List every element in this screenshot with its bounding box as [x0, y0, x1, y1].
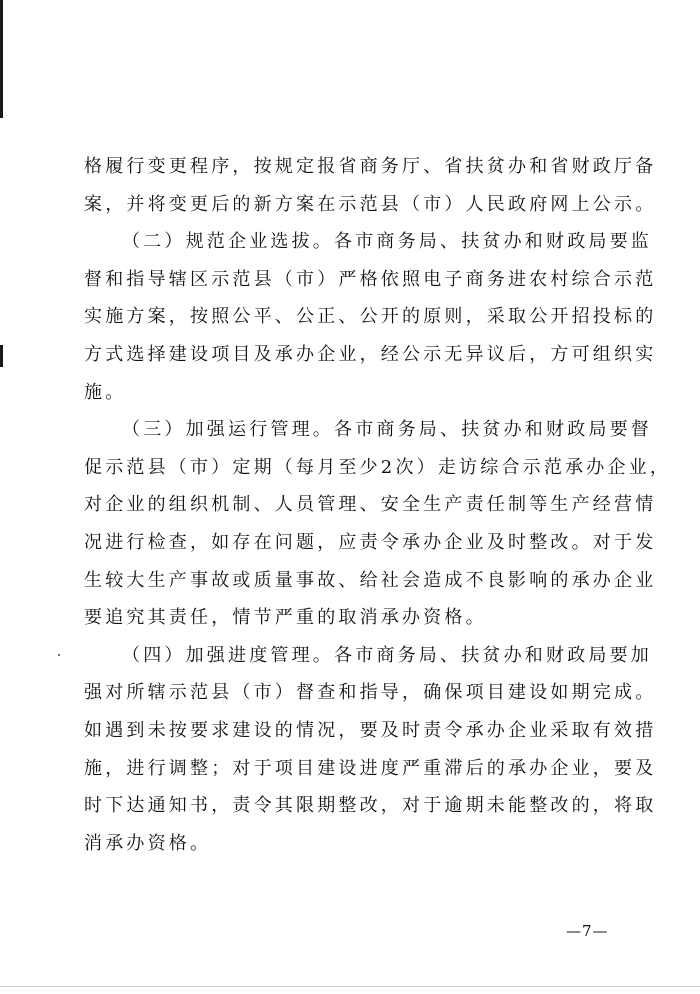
text-line: 如遇到未按要求建设的情况，要及时责令承办企业采取有效措	[84, 719, 657, 741]
text-line: 时下达通知书，责令其限期整改，对于逾期未能整改的，将取	[84, 795, 657, 817]
text-line: 消承办资格。	[84, 832, 212, 854]
text-line: 要追究其责任，情节严重的取消承办资格。	[84, 607, 487, 629]
text-line: （三）加强运行管理。各市商务局、扶贫办和财政局要督	[122, 419, 652, 441]
text-line: 况进行检查，如存在问题，应责令承办企业及时整改。对于发	[84, 531, 657, 553]
text-line: 生较大生产事故或质量事故、给社会造成不良影响的承办企业	[84, 569, 657, 591]
text-line: 实施方案，按照公平、公正、公开的原则，采取公开招投标的	[84, 306, 657, 328]
text-line: 方式选择建设项目及承办企业，经公示无异议后，方可组织实	[84, 343, 657, 365]
text-line: 施，进行调整；对于项目建设进度严重滞后的承办企业，要及	[84, 757, 657, 779]
body-text	[84, 148, 672, 862]
scan-edge-mark	[0, 0, 3, 118]
text-line: 强对所辖示范县（市）督查和指导，确保项目建设如期完成。	[84, 682, 657, 704]
text-line: 案，并将变更后的新方案在示范县（市）人民政府网上公示。	[84, 193, 657, 215]
text-line: 督和指导辖区示范县（市）严格依照电子商务进农村综合示范	[84, 268, 657, 290]
scan-bottom-edge	[0, 986, 700, 987]
text-line: （二）规范企业选拔。各市商务局、扶贫办和财政局要监	[122, 231, 652, 253]
text-line: 对企业的组织机制、人员管理、安全生产责任制等生产经营情	[84, 494, 657, 516]
scan-edge-mark	[0, 345, 3, 367]
text-line: 格履行变更程序，按规定报省商务厅、省扶贫办和省财政厅备	[84, 156, 657, 177]
text-line: 施。	[84, 381, 127, 403]
text-line: 促示范县（市）定期（每月至少2次）走访综合示范承办企业，	[84, 456, 672, 478]
page-number: —7—	[566, 922, 609, 940]
text-line: （四）加强进度管理。各市商务局、扶贫办和财政局要加	[122, 644, 652, 666]
scan-speck	[58, 654, 60, 656]
